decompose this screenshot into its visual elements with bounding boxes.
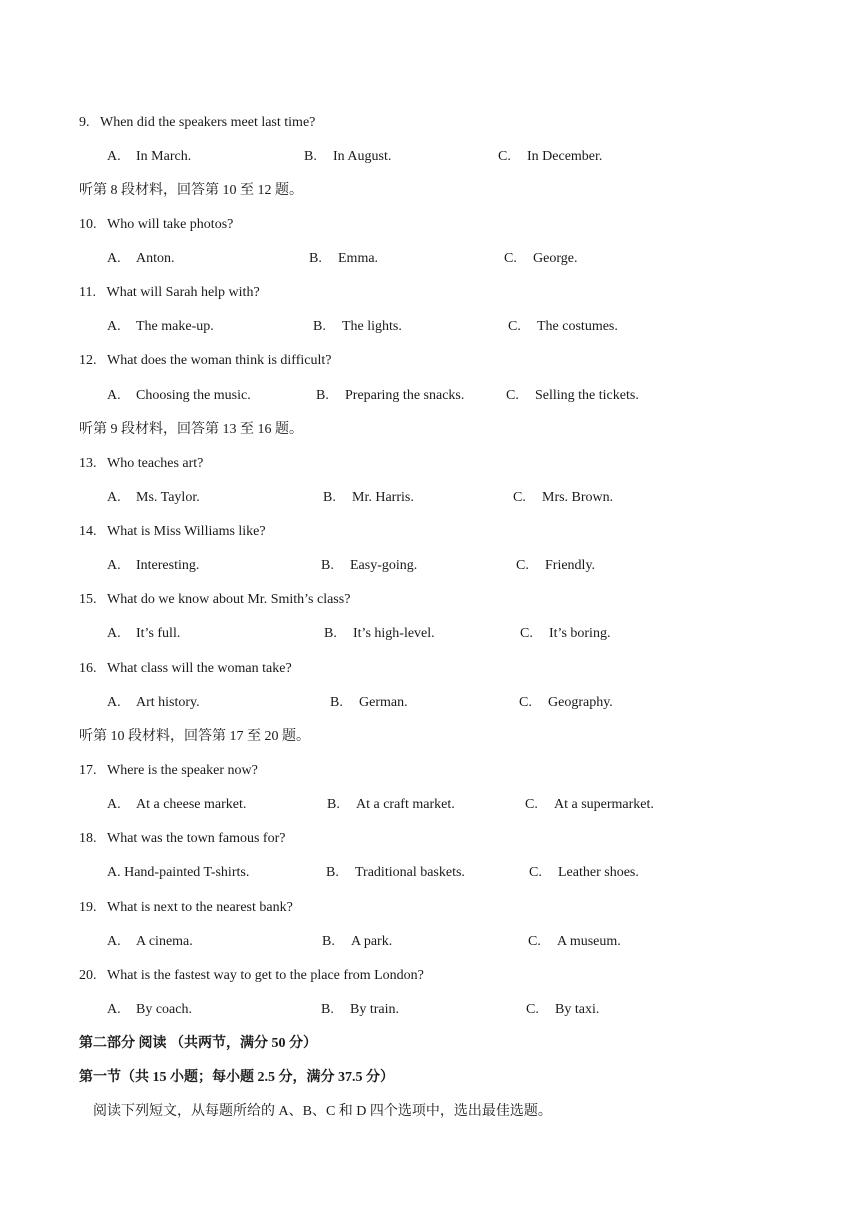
option-text: The lights. [342,319,402,334]
option-text: The costumes. [537,319,618,334]
option-label: C. [525,797,538,812]
option-label: C. [519,695,532,710]
option-label: B. [304,149,317,164]
option-text: Interesting. [136,558,200,573]
option-text: In December. [527,149,603,164]
question-number: 11. [79,285,96,300]
option-label: B. [321,1002,334,1017]
option-label: A. [107,490,121,505]
option-label: C. [498,149,511,164]
option-label: C. [526,1002,539,1017]
option-text: A park. [351,934,393,949]
option-label: C. [520,626,533,641]
option-text: At a supermarket. [554,797,654,812]
question-text: What class will the woman take? [107,661,292,676]
option-text: Easy-going. [350,558,418,573]
option-label: B. [309,251,322,266]
instruction-seg8: 听第 8 段材料，回答第 10 至 12 题。 [79,183,303,198]
question-13 [79,454,203,474]
option-label: A. [107,149,121,164]
question-number: 10. [79,217,97,232]
question-17 [79,761,258,781]
option-label: C. [529,865,542,880]
question-20 [79,966,424,986]
question-16 [79,659,292,679]
question-15 [79,590,350,610]
option-text: By taxi. [555,1002,600,1017]
option-label: C. [516,558,529,573]
question-number: 16. [79,661,97,676]
option-text: A museum. [557,934,621,949]
section1-direction: 阅读下列短文，从每题所给的 A、B、C 和 D 四个选项中，选出最佳选题。 [93,1104,552,1119]
option-text: By train. [350,1002,399,1017]
question-text: What is next to the nearest bank? [107,900,293,915]
option-label: B. [321,558,334,573]
option-label: B. [327,797,340,812]
option-label: B. [330,695,343,710]
option-text: Selling the tickets. [535,388,639,403]
question-text: Who will take photos? [107,217,234,232]
question-10 [79,215,233,235]
option-text: Preparing the snacks. [345,388,465,403]
option-text: Friendly. [545,558,596,573]
option-text: In August. [333,149,392,164]
question-14 [79,522,266,542]
question-number: 17. [79,763,97,778]
option-label: A. [107,695,121,710]
option-label: B. [323,490,336,505]
option-text: Emma. [338,251,379,266]
question-text: What do we know about Mr. Smith’s class? [107,592,351,607]
question-11 [79,283,260,303]
option-label: C. [504,251,517,266]
part2-title: 第二部分 阅读 （共两节，满分 50 分） [79,1036,317,1051]
option-text: Choosing the music. [136,388,251,403]
option-text: At a craft market. [356,797,455,812]
option-label: B. [324,626,337,641]
question-19 [79,898,293,918]
option-text: The make-up. [136,319,214,334]
option-text: Traditional baskets. [355,865,465,880]
option-text: Anton. [136,251,175,266]
option-label: B. [326,865,339,880]
option-label: A. [107,319,121,334]
option-label: A. [107,797,121,812]
option-label: A. [107,1002,121,1017]
option-label: A. [107,251,121,266]
question-9 [79,113,315,133]
question-text: What is Miss Williams like? [107,524,266,539]
option-text: Mr. Harris. [352,490,414,505]
option-label: C. [513,490,526,505]
option-text: It’s high-level. [353,626,435,641]
option-text: A cinema. [136,934,193,949]
question-12 [79,351,331,371]
option-label: B. [313,319,326,334]
question-number: 15. [79,592,97,607]
question-text: What will Sarah help with? [106,285,260,300]
option-text: It’s full. [136,626,181,641]
instruction-seg9: 听第 9 段材料，回答第 13 至 16 题。 [79,422,303,437]
question-text: What does the woman think is difficult? [107,353,332,368]
question-text: When did the speakers meet last time? [100,115,316,130]
option-text: Ms. Taylor. [136,490,200,505]
section1-title: 第一节（共 15 小题；每小题 2.5 分，满分 37.5 分） [79,1070,394,1085]
option-text: By coach. [136,1002,192,1017]
instruction-seg10: 听第 10 段材料，回答第 17 至 20 题。 [79,729,310,744]
question-number: 19. [79,900,97,915]
question-number: 12. [79,353,97,368]
option-label: A. [107,934,121,949]
question-number: 13. [79,456,97,471]
option-label: C. [528,934,541,949]
option-label: A. [107,626,121,641]
option-label: B. [322,934,335,949]
option-text: German. [359,695,408,710]
option-label: A. [107,388,121,403]
option-text: Mrs. Brown. [542,490,614,505]
option-label: C. [506,388,519,403]
question-number: 20. [79,968,97,983]
question-number: 9. [79,115,90,130]
option-text: At a cheese market. [136,797,247,812]
option-text: A. Hand-painted T-shirts. [107,865,250,880]
question-number: 18. [79,831,97,846]
option-text: Leather shoes. [558,865,639,880]
option-text: In March. [136,149,192,164]
option-text: George. [533,251,578,266]
option-text: Art history. [136,695,200,710]
option-text: It’s boring. [549,626,611,641]
option-label: C. [508,319,521,334]
option-text: Geography. [548,695,613,710]
question-text: What is the fastest way to get to the place from London? [107,968,424,983]
question-18 [79,829,285,849]
option-label: B. [316,388,329,403]
question-text: Where is the speaker now? [107,763,258,778]
question-text: What was the town famous for? [107,831,286,846]
option-label: A. [107,558,121,573]
question-text: Who teaches art? [107,456,204,471]
question-number: 14. [79,524,97,539]
